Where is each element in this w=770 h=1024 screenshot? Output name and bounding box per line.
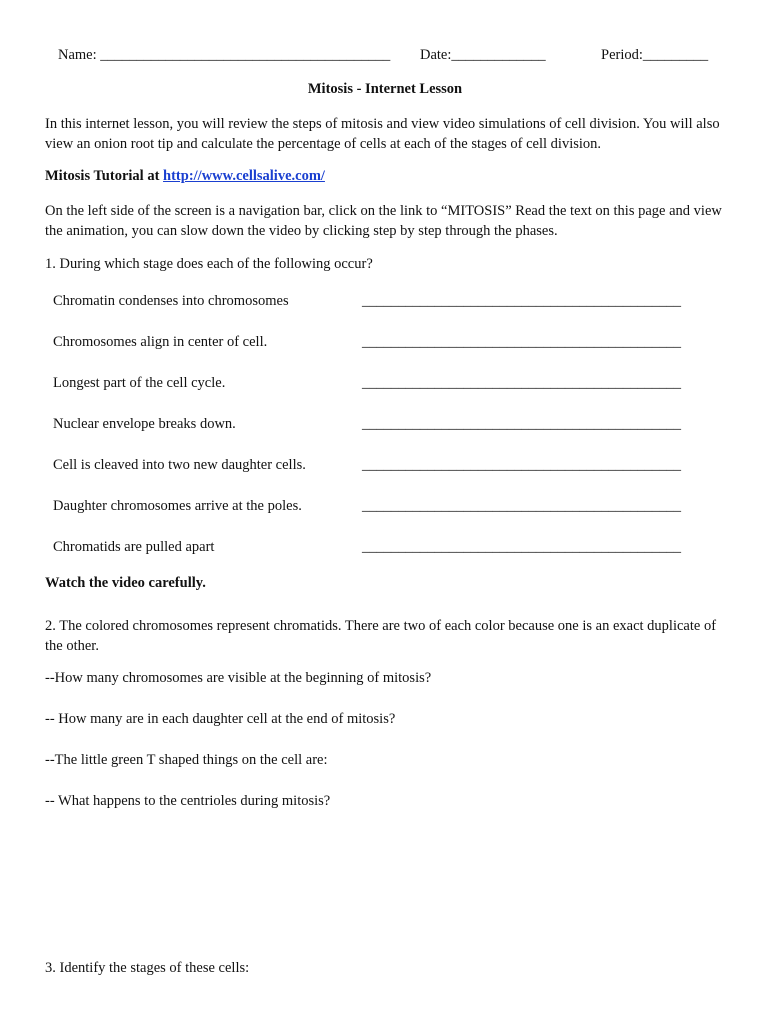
q1-answer-blank[interactable]: ____________________________________________ [362, 539, 681, 555]
name-field-label[interactable]: Name: ________________________________________ [58, 47, 391, 63]
tutorial-line [45, 168, 325, 185]
tutorial-label: Mitosis Tutorial at [45, 168, 164, 184]
q1-answer-blank[interactable]: ____________________________________________ [362, 334, 681, 350]
date-field-label[interactable]: Date:_____________ [420, 47, 546, 63]
q2-subquestion: -- What happens to the centrioles during mitosis? [45, 793, 331, 809]
q1-item-text: Longest part of the cell cycle. [53, 375, 226, 391]
q1-answer-blank[interactable]: ____________________________________________ [362, 416, 681, 432]
q1-item-text: Chromatids are pulled apart [53, 539, 215, 555]
q2-subquestion: -- How many are in each daughter cell at the end of mitosis? [45, 711, 396, 727]
q2-subquestion: --The little green T shaped things on the cell are: [45, 752, 328, 768]
watch-heading: Watch the video carefully. [45, 575, 206, 591]
period-field-label[interactable]: Period:_________ [601, 47, 709, 63]
q1-answer-blank[interactable]: ____________________________________________ [362, 457, 681, 473]
q2-subquestion: --How many chromosomes are visible at the beginning of mitosis? [45, 670, 432, 686]
q1-answer-blank[interactable]: ____________________________________________ [362, 375, 681, 391]
q1-item-text: Nuclear envelope breaks down. [53, 416, 236, 432]
question-2-prompt: 2. The colored chromosomes represent chromatids. There are two of each color because one is an exact duplicate of the other. [45, 618, 717, 654]
page-title: Mitosis - Internet Lesson [307, 81, 463, 97]
question-3-prompt: 3. Identify the stages of these cells: [45, 960, 250, 976]
instructions-paragraph: On the left side of the screen is a navigation bar, click on the link to “MITOSIS” Read the text on this page and view the animation, you can slow down the video by clicking step by step through the phases. [45, 203, 722, 239]
q1-answer-blank[interactable]: ____________________________________________ [362, 293, 681, 309]
question-1-prompt: 1. During which stage does each of the following occur? [45, 256, 373, 272]
q1-answer-blank[interactable]: ____________________________________________ [362, 498, 681, 514]
q1-item-text: Cell is cleaved into two new daughter cells. [53, 457, 306, 473]
intro-paragraph: In this internet lesson, you will review the steps of mitosis and view video simulations of cell division. You will also view an onion root tip and calculate the percentage of cells at each of the stages of cell division. [45, 116, 720, 152]
q1-item-text: Daughter chromosomes arrive at the poles. [53, 498, 302, 514]
cellsalive-link[interactable]: http://www.cellsalive.com/ [163, 168, 325, 184]
q1-item-text: Chromosomes align in center of cell. [53, 334, 268, 350]
q1-item-text: Chromatin condenses into chromosomes [53, 293, 289, 309]
